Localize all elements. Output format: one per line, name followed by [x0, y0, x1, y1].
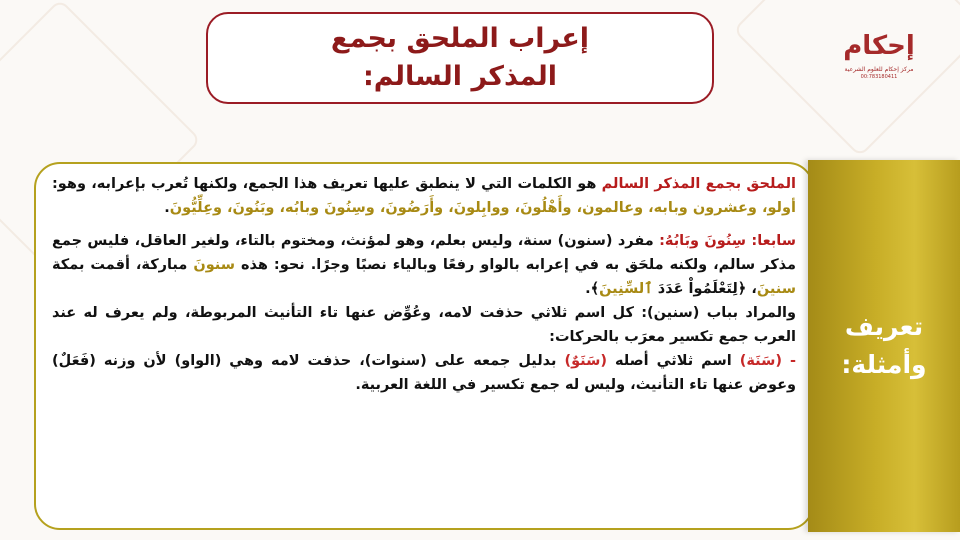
section-heading: سابعا: سِنُونَ وبَابُهُ:: [659, 233, 796, 249]
defined-term: الملحق بجمع المذكر السالم: [601, 176, 796, 192]
root-example: (سَنَوٌ): [564, 353, 607, 369]
examples-list: أولو، وعشرون وبابه، وعالمون، وأَهْلُونَ، ووابِلونَ، وأَرَضُونَ، وسِنُونَ وبابُه، وبَنُونَ، وعِلِّيُّونَ: [169, 200, 796, 216]
logo-subtitle: مركز إحكام للعلوم الشرعية: [844, 66, 914, 73]
section-text-1: مفرد (سنون) سنة، وليس بعلم، وهو لمؤنث، ومختوم بالتاء، ولغير العاقل، فليس جمع مذكر سالم، ولكنه ملحَق به في إعرابه بالواو رفعًا وبالياء نصبًا وجرًا. نحو: هذه: [52, 233, 796, 273]
side-label-line-1: تعريف: [844, 312, 924, 341]
logo-number: 00:783180411: [860, 74, 898, 80]
seventh-paragraph: [52, 229, 796, 397]
title-line-2: المذكر السالم:: [362, 61, 558, 92]
sanah-example: - (سَنَة): [739, 353, 796, 369]
section-text-6: اسم ثلاثي أصله: [606, 353, 740, 369]
title-line-1: إعراب الملحق بجمع: [330, 23, 590, 54]
definition-text: هو الكلمات التي لا ينطبق عليها تعريف هذا الجمع، ولكنها تُعرب بإعرابه، وهو:: [52, 176, 602, 192]
logo: [843, 26, 915, 94]
example-quran: ٱلسِّنِينَ: [599, 281, 653, 297]
background-ornament-right: [733, 0, 960, 157]
example-sinun: سنونَ: [193, 257, 235, 273]
side-label-panel: [808, 160, 960, 532]
title-box: [206, 12, 714, 104]
section-text-7: بدليل جمعه على (سنوات)، حذفت لامه وهي (الواو) لأن وزنه (فَعَلٌ) وعوض عنها تاء التأنيث، وليس له جمع تكسير في اللغة العربية.: [52, 353, 796, 393]
content-text: [52, 172, 796, 406]
section-text-2: مباركة، أقمت بمكة: [52, 257, 194, 273]
example-sinin: سنينَ: [756, 281, 796, 297]
logo-mark: إحكام: [843, 31, 915, 61]
definition-paragraph: [52, 172, 796, 220]
definition-end: .: [164, 200, 170, 216]
section-text-4: ﴾.: [585, 281, 600, 297]
section-text-5: والمراد بباب (سنين): كل اسم ثلاثي حذفت لامه، وعُوِّض عنها تاء التأنيث المربوطة، ولم يعرف له عند العرب جمع تكسير معرَب بالحركات:: [52, 305, 796, 345]
section-text-3: ، ﴿لِتَعْلَمُواْ عَدَدَ: [652, 281, 757, 297]
side-label-line-2: وأمثلة:: [841, 350, 927, 379]
